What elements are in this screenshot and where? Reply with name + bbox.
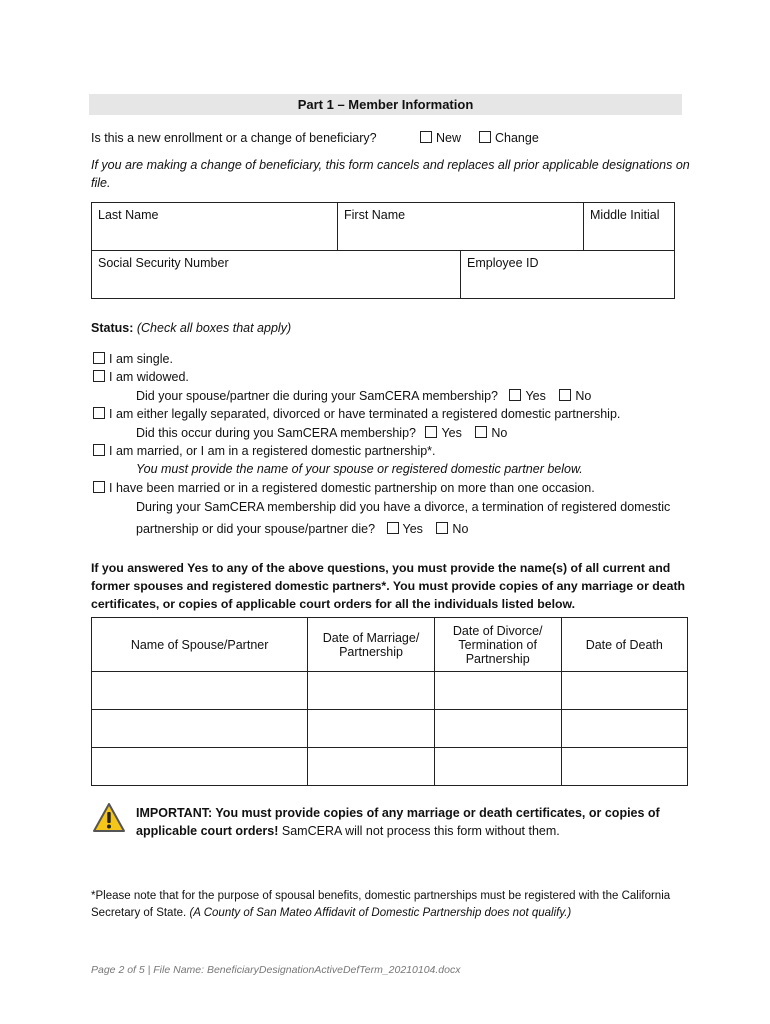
middle-initial-field[interactable]: Middle Initial — [584, 203, 675, 251]
status-multiple[interactable]: I have been married or in a registered domestic partnership on more than one occasion. — [93, 481, 595, 495]
table-row — [92, 748, 688, 786]
header-marriage-date: Date of Marriage/ Partnership — [308, 618, 435, 672]
divorce-cell[interactable] — [434, 748, 561, 786]
separated-followup: Did this occur during you SamCERA membership? Yes No — [136, 426, 508, 440]
change-note: If you are making a change of beneficiary, this form cancels and replaces all prior applicable designations on file. — [91, 158, 690, 190]
first-name-field[interactable]: First Name — [338, 203, 584, 251]
option-change[interactable]: Change — [479, 131, 539, 145]
change-checkbox[interactable] — [479, 131, 491, 143]
status-heading: Status: (Check all boxes that apply) — [91, 321, 292, 335]
marriage-cell[interactable] — [308, 672, 435, 710]
name-cell[interactable] — [92, 748, 308, 786]
last-name-field[interactable]: Last Name — [92, 203, 338, 251]
warning-icon — [92, 802, 126, 834]
widowed-yes-checkbox[interactable] — [509, 389, 521, 401]
married-checkbox[interactable] — [93, 444, 105, 456]
separated-checkbox[interactable] — [93, 407, 105, 419]
header-divorce-date: Date of Divorce/ Termination of Partnership — [434, 618, 561, 672]
marriage-cell[interactable] — [308, 710, 435, 748]
table-row — [92, 710, 688, 748]
new-checkbox[interactable] — [420, 131, 432, 143]
death-cell[interactable] — [561, 748, 687, 786]
footnote: *Please note that for the purpose of spousal benefits, domestic partnerships must be registered with the California Secretary of State. (A County of San Mateo Affidavit of Domestic Partnership does not qualify.) — [91, 890, 671, 919]
section-header: Part 1 – Member Information — [89, 94, 682, 115]
instructions-text: If you answered Yes to any of the above questions, you must provide the name(s) of all current and former spouses and registered domestic partners*. You must provide copies of any marriage or death certificates, or copies of applicable court orders for all the individuals listed below. — [91, 561, 686, 611]
ssn-field[interactable]: Social Security Number — [92, 251, 461, 299]
name-cell[interactable] — [92, 710, 308, 748]
multiple-no-checkbox[interactable] — [436, 522, 448, 534]
death-cell[interactable] — [561, 672, 687, 710]
status-single[interactable]: I am single. — [93, 352, 173, 366]
status-married[interactable]: I am married, or I am in a registered domestic partnership*. — [93, 444, 436, 458]
enrollment-question: Is this a new enrollment or a change of beneficiary? — [91, 131, 377, 145]
employee-id-field[interactable]: Employee ID — [461, 251, 675, 299]
divorce-cell[interactable] — [434, 672, 561, 710]
death-cell[interactable] — [561, 710, 687, 748]
separated-no-checkbox[interactable] — [475, 426, 487, 438]
table-row — [92, 672, 688, 710]
status-widowed[interactable]: I am widowed. — [93, 370, 189, 384]
important-notice: IMPORTANT: You must provide copies of any marriage or death certificates, or copies of applicable court orders! SamCERA will not process this form without them. — [136, 806, 660, 838]
single-checkbox[interactable] — [93, 352, 105, 364]
header-death-date: Date of Death — [561, 618, 687, 672]
name-cell[interactable] — [92, 672, 308, 710]
marriage-cell[interactable] — [308, 748, 435, 786]
option-new[interactable]: New — [420, 131, 461, 145]
married-note: You must provide the name of your spouse or registered domestic partner below. — [136, 462, 583, 476]
status-separated[interactable]: I am either legally separated, divorced or have terminated a registered domestic partnership. — [93, 407, 620, 421]
multiple-followup-line1: During your SamCERA membership did you have a divorce, a termination of registered domestic — [136, 500, 671, 514]
member-info-table — [91, 202, 675, 299]
header-name: Name of Spouse/Partner — [92, 618, 308, 672]
page-footer: Page 2 of 5 | File Name: BeneficiaryDesignationActiveDefTerm_20210104.docx — [91, 964, 461, 976]
multiple-followup-line2: partnership or did your spouse/partner die? Yes No — [136, 522, 469, 536]
widowed-no-checkbox[interactable] — [559, 389, 571, 401]
spouse-table — [91, 617, 688, 786]
separated-yes-checkbox[interactable] — [425, 426, 437, 438]
multiple-yes-checkbox[interactable] — [387, 522, 399, 534]
widowed-checkbox[interactable] — [93, 370, 105, 382]
multiple-checkbox[interactable] — [93, 481, 105, 493]
divorce-cell[interactable] — [434, 710, 561, 748]
widowed-followup: Did your spouse/partner die during your SamCERA membership? Yes No — [136, 389, 592, 403]
